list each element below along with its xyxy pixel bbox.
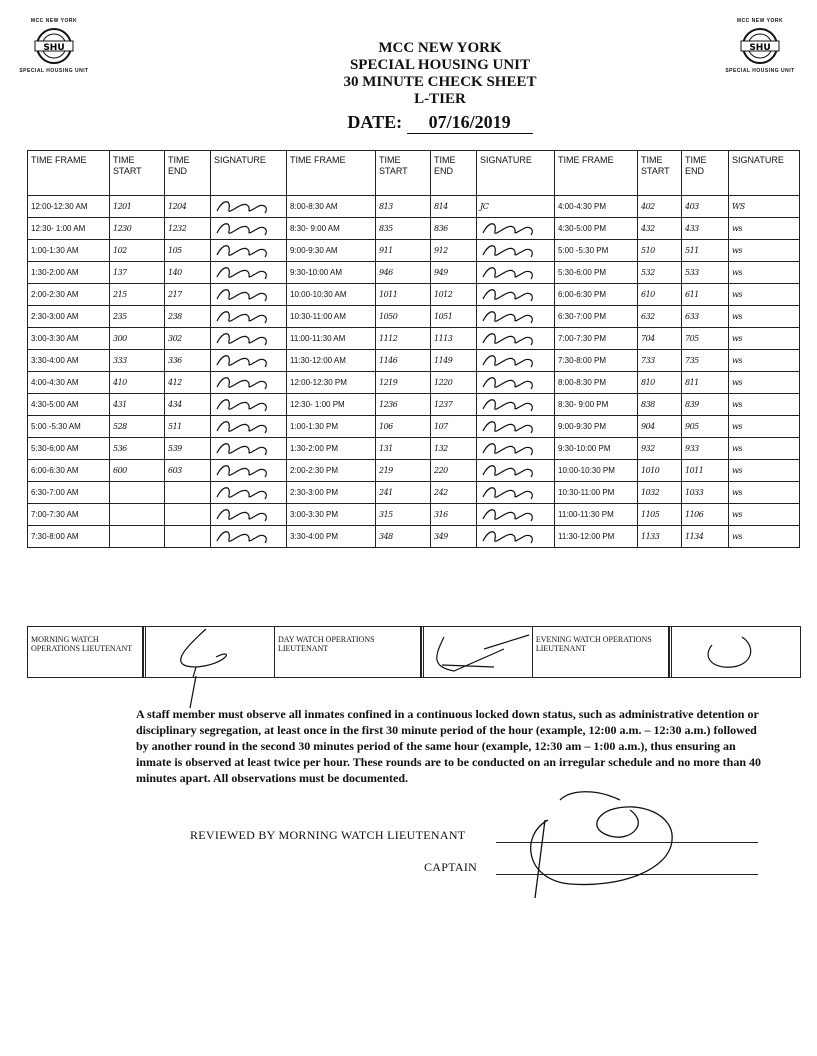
time-frame-cell: 8:30- 9:00 AM [287, 218, 376, 240]
initials-scribble [479, 285, 539, 305]
time-end-cell[interactable]: 316 [431, 504, 477, 526]
time-frame-cell: 5:00 -5:30 PM [555, 240, 638, 262]
logo-bottom-text: SPECIAL HOUSING UNIT [725, 68, 795, 74]
time-frame-cell: 8:00-8:30 AM [287, 196, 376, 218]
signature-cell[interactable]: ws [729, 240, 800, 262]
time-end-cell[interactable]: 836 [431, 218, 477, 240]
time-start-cell[interactable]: 835 [376, 218, 431, 240]
time-start-cell[interactable] [110, 504, 165, 526]
time-start-cell[interactable]: 1032 [638, 482, 682, 504]
time-frame-cell: 4:30-5:00 AM [28, 394, 110, 416]
time-end-cell[interactable]: 105 [165, 240, 211, 262]
signature-scribble [146, 627, 274, 677]
time-end-cell[interactable]: 1012 [431, 284, 477, 306]
signature-cell[interactable] [211, 438, 287, 460]
signature-cell[interactable] [477, 438, 555, 460]
time-frame-cell: 5:30-6:00 AM [28, 438, 110, 460]
signature-cell[interactable]: ws [729, 416, 800, 438]
time-start-cell[interactable]: 610 [638, 284, 682, 306]
time-start-cell[interactable]: 1133 [638, 526, 682, 548]
signature-cell[interactable]: ws [729, 460, 800, 482]
time-end-cell[interactable]: 302 [165, 328, 211, 350]
signature-cell[interactable]: ws [729, 262, 800, 284]
time-frame-cell: 4:00-4:30 PM [555, 196, 638, 218]
time-start-cell[interactable]: 102 [110, 240, 165, 262]
date-value: 07/16/2019 [407, 112, 533, 134]
time-frame-cell: 8:00-8:30 PM [555, 372, 638, 394]
initials-scribble [213, 373, 273, 393]
date-label: DATE: [347, 112, 403, 132]
time-frame-cell: 6:30-7:00 AM [28, 482, 110, 504]
time-start-cell[interactable]: 215 [110, 284, 165, 306]
col-time-end: TIME END [431, 151, 477, 196]
time-frame-cell: 8:30- 9:00 PM [555, 394, 638, 416]
time-frame-cell: 5:00 -5:30 AM [28, 416, 110, 438]
table-row [28, 240, 800, 262]
shu-logo-left [6, 18, 102, 74]
table-row [28, 262, 800, 284]
time-start-cell[interactable]: 106 [376, 416, 431, 438]
time-frame-cell: 2:00-2:30 AM [28, 284, 110, 306]
time-frame-cell: 1:00-1:30 PM [287, 416, 376, 438]
initials-scribble [479, 417, 539, 437]
time-end-cell[interactable]: 107 [431, 416, 477, 438]
time-end-cell[interactable]: 434 [165, 394, 211, 416]
initials-scribble [479, 439, 539, 459]
initials-scribble [213, 351, 273, 371]
col-time-end: TIME END [165, 151, 211, 196]
time-end-cell[interactable]: 1149 [431, 350, 477, 372]
time-start-cell[interactable]: 932 [638, 438, 682, 460]
time-end-cell[interactable]: 814 [431, 196, 477, 218]
time-end-cell[interactable]: 1237 [431, 394, 477, 416]
initials-scribble [213, 285, 273, 305]
time-end-cell[interactable]: 839 [682, 394, 729, 416]
time-end-cell[interactable] [165, 504, 211, 526]
initials-scribble [213, 307, 273, 327]
table-row [28, 394, 800, 416]
shu-logo-right [712, 18, 808, 74]
time-frame-cell: 6:30-7:00 PM [555, 306, 638, 328]
table-row [28, 416, 800, 438]
time-start-cell[interactable]: 532 [638, 262, 682, 284]
time-end-cell[interactable] [165, 482, 211, 504]
time-end-cell[interactable]: 511 [165, 416, 211, 438]
signature-scribble [672, 627, 800, 677]
time-start-cell[interactable]: 904 [638, 416, 682, 438]
signature-cell[interactable]: JC [477, 196, 555, 218]
signature-cell[interactable] [211, 416, 287, 438]
initials-scribble [479, 263, 539, 283]
time-end-cell[interactable]: 949 [431, 262, 477, 284]
signature-cell[interactable] [477, 218, 555, 240]
lieutenant-signoff [27, 626, 801, 678]
day-lt-signature[interactable] [421, 627, 533, 677]
signature-cell[interactable] [211, 350, 287, 372]
time-frame-cell: 11:00-11:30 PM [555, 504, 638, 526]
time-frame-cell: 7:30-8:00 PM [555, 350, 638, 372]
initials-scribble [213, 417, 273, 437]
badge-label: SHU [43, 43, 65, 53]
header-sheet-title: 30 MINUTE CHECK SHEET [343, 74, 537, 90]
table-row [28, 482, 800, 504]
time-frame-cell: 2:30-3:00 AM [28, 306, 110, 328]
signature-scribble [424, 627, 532, 677]
captain-label: CAPTAIN [424, 860, 478, 874]
table-row [28, 504, 800, 526]
time-start-cell[interactable]: 1146 [376, 350, 431, 372]
time-start-cell[interactable]: 333 [110, 350, 165, 372]
time-frame-cell: 4:30-5:00 PM [555, 218, 638, 240]
initials-scribble [213, 263, 273, 283]
initials-scribble [213, 329, 273, 349]
reviewed-by-label: REVIEWED BY MORNING WATCH LIEUTENANT [190, 828, 466, 842]
col-time-start: TIME START [376, 151, 431, 196]
time-frame-cell: 12:30- 1:00 PM [287, 394, 376, 416]
time-frame-cell: 1:30-2:00 PM [287, 438, 376, 460]
signature-cell[interactable] [211, 306, 287, 328]
time-end-cell[interactable]: 1011 [682, 460, 729, 482]
time-end-cell[interactable]: 1051 [431, 306, 477, 328]
logo-top-text: MCC NEW YORK [30, 18, 78, 24]
time-start-cell[interactable]: 1201 [110, 196, 165, 218]
signature-cell[interactable] [477, 460, 555, 482]
initials-scribble [213, 241, 273, 261]
col-signature: SIGNATURE [729, 151, 800, 196]
time-end-cell[interactable]: 242 [431, 482, 477, 504]
time-start-cell[interactable]: 432 [638, 218, 682, 240]
col-time-frame: TIME FRAME [555, 151, 638, 196]
time-end-cell[interactable]: 611 [682, 284, 729, 306]
time-start-cell[interactable]: 402 [638, 196, 682, 218]
signature-cell[interactable] [211, 482, 287, 504]
signature-cell[interactable] [477, 372, 555, 394]
time-start-cell[interactable]: 431 [110, 394, 165, 416]
header-facility: MCC NEW YORK [378, 40, 502, 56]
time-start-cell[interactable]: 1230 [110, 218, 165, 240]
time-start-cell[interactable]: 810 [638, 372, 682, 394]
table-row [28, 460, 800, 482]
time-frame-cell: 2:00-2:30 PM [287, 460, 376, 482]
time-start-cell[interactable]: 1236 [376, 394, 431, 416]
initials-scribble [479, 219, 539, 239]
col-time-frame: TIME FRAME [287, 151, 376, 196]
time-frame-cell: 10:30-11:00 PM [555, 482, 638, 504]
time-end-cell[interactable]: 1220 [431, 372, 477, 394]
time-frame-cell: 10:30-11:00 AM [287, 306, 376, 328]
time-frame-cell: 9:30-10:00 AM [287, 262, 376, 284]
time-start-cell[interactable]: 946 [376, 262, 431, 284]
header-tier: L-TIER [414, 91, 466, 107]
signature-cell[interactable] [477, 306, 555, 328]
signature-cell[interactable]: ws [729, 328, 800, 350]
time-start-cell[interactable]: 704 [638, 328, 682, 350]
signature-cell[interactable] [477, 482, 555, 504]
col-signature: SIGNATURE [477, 151, 555, 196]
initials-scribble [479, 373, 539, 393]
time-frame-cell: 3:30-4:00 AM [28, 350, 110, 372]
time-start-cell[interactable]: 235 [110, 306, 165, 328]
time-frame-cell: 7:00-7:30 PM [555, 328, 638, 350]
time-end-cell[interactable]: 403 [682, 196, 729, 218]
time-start-cell[interactable]: 300 [110, 328, 165, 350]
signature-cell[interactable] [211, 262, 287, 284]
time-end-cell[interactable]: 433 [682, 218, 729, 240]
day-lt-label-cell [275, 627, 421, 677]
time-frame-cell: 4:00-4:30 AM [28, 372, 110, 394]
time-frame-cell: 7:00-7:30 AM [28, 504, 110, 526]
signature-cell[interactable]: ws [729, 394, 800, 416]
time-end-cell[interactable]: 705 [682, 328, 729, 350]
signature-cell[interactable] [211, 240, 287, 262]
signature-cell[interactable]: ws [729, 306, 800, 328]
time-frame-cell: 9:00-9:30 PM [555, 416, 638, 438]
time-frame-cell: 10:00-10:30 AM [287, 284, 376, 306]
badge-label: SHU [749, 43, 771, 53]
initials-scribble [479, 461, 539, 481]
logo-top-text: MCC NEW YORK [736, 18, 784, 24]
time-start-cell[interactable]: 1112 [376, 328, 431, 350]
signature-cell[interactable] [211, 218, 287, 240]
time-start-cell[interactable]: 838 [638, 394, 682, 416]
evening-lt-label: EVENING WATCH OPERATIONS LIEUTENANT [535, 635, 652, 653]
time-end-cell[interactable]: 633 [682, 306, 729, 328]
signature-cell[interactable] [211, 372, 287, 394]
morning-lt-label-cell [28, 627, 143, 677]
time-start-cell[interactable]: 733 [638, 350, 682, 372]
time-start-cell[interactable]: 1219 [376, 372, 431, 394]
time-end-cell[interactable]: 735 [682, 350, 729, 372]
initials-scribble [479, 505, 539, 525]
time-start-cell[interactable]: 410 [110, 372, 165, 394]
initials-scribble [213, 439, 273, 459]
time-end-cell[interactable]: 603 [165, 460, 211, 482]
page-header [240, 40, 640, 134]
time-frame-cell: 3:00-3:30 PM [287, 504, 376, 526]
time-end-cell[interactable]: 1204 [165, 196, 211, 218]
time-start-cell[interactable] [110, 526, 165, 548]
initials-scribble [213, 395, 273, 415]
signature-cell[interactable] [477, 504, 555, 526]
signature-cell[interactable] [211, 394, 287, 416]
signature-cell[interactable] [477, 350, 555, 372]
time-start-cell[interactable]: 1050 [376, 306, 431, 328]
time-frame-cell: 12:00-12:30 AM [28, 196, 110, 218]
time-frame-cell: 12:30- 1:00 AM [28, 218, 110, 240]
table-row [28, 196, 800, 218]
check-table [27, 150, 800, 548]
time-end-cell[interactable]: 349 [431, 526, 477, 548]
time-start-cell[interactable]: 219 [376, 460, 431, 482]
signature-cell[interactable] [477, 328, 555, 350]
time-frame-cell: 12:00-12:30 PM [287, 372, 376, 394]
shu-badge-icon [31, 26, 77, 66]
morning-lt-signature[interactable] [143, 627, 275, 677]
time-frame-cell: 6:00-6:30 AM [28, 460, 110, 482]
time-start-cell[interactable]: 137 [110, 262, 165, 284]
table-row [28, 328, 800, 350]
signature-cell[interactable] [211, 196, 287, 218]
time-start-cell[interactable]: 1105 [638, 504, 682, 526]
time-frame-cell: 6:00-6:30 PM [555, 284, 638, 306]
initials-scribble [213, 527, 273, 547]
time-frame-cell: 11:30-12:00 AM [287, 350, 376, 372]
time-end-cell[interactable]: 1033 [682, 482, 729, 504]
signature-cell[interactable]: ws [729, 482, 800, 504]
time-frame-cell: 10:00-10:30 PM [555, 460, 638, 482]
col-signature: SIGNATURE [211, 151, 287, 196]
col-time-start: TIME START [110, 151, 165, 196]
signature-cell[interactable]: ws [729, 504, 800, 526]
time-frame-cell: 1:00-1:30 AM [28, 240, 110, 262]
table-row [28, 526, 800, 548]
time-end-cell[interactable]: 336 [165, 350, 211, 372]
time-start-cell[interactable]: 1010 [638, 460, 682, 482]
time-end-cell[interactable]: 511 [682, 240, 729, 262]
signature-cell[interactable]: ws [729, 284, 800, 306]
initials-scribble [213, 219, 273, 239]
table-row [28, 284, 800, 306]
time-end-cell[interactable]: 132 [431, 438, 477, 460]
initials-scribble [213, 197, 273, 217]
time-start-cell[interactable]: 600 [110, 460, 165, 482]
time-end-cell[interactable]: 140 [165, 262, 211, 284]
time-end-cell[interactable]: 1113 [431, 328, 477, 350]
initials-scribble [213, 483, 273, 503]
col-time-frame: TIME FRAME [28, 151, 110, 196]
signature-cell[interactable] [477, 240, 555, 262]
signature-cell[interactable] [211, 526, 287, 548]
signature-cell[interactable]: ws [729, 438, 800, 460]
initials-scribble [479, 395, 539, 415]
time-frame-cell: 5:30-6:00 PM [555, 262, 638, 284]
morning-lt-label: MORNING WATCH OPERATIONS LIEUTENANT [31, 635, 133, 653]
time-start-cell[interactable]: 241 [376, 482, 431, 504]
signature-cell[interactable] [477, 262, 555, 284]
time-start-cell[interactable]: 528 [110, 416, 165, 438]
time-end-cell[interactable]: 217 [165, 284, 211, 306]
initials-scribble [479, 351, 539, 371]
time-end-cell[interactable]: 933 [682, 438, 729, 460]
initials-scribble [479, 527, 539, 547]
table-row [28, 372, 800, 394]
time-end-cell[interactable]: 539 [165, 438, 211, 460]
time-end-cell[interactable]: 905 [682, 416, 729, 438]
time-end-cell[interactable]: 533 [682, 262, 729, 284]
logo-bottom-text: SPECIAL HOUSING UNIT [19, 68, 89, 74]
time-end-cell[interactable]: 912 [431, 240, 477, 262]
time-frame-cell: 9:30-10:00 PM [555, 438, 638, 460]
policy-text: A staff member must observe all inmates confined in a continuous locked down status, such as administrative detention or disciplinary segregation, at least once in the first 30 minute period of the hour (example, 12:00 a.m. – 12:30 a.m.) followed by another round in the second 30 minutes period of the same hour (example, 12:30 am – 1:00 a.m.), thus ensuring an inmate is observed at least twice per hour. These rounds are to be conducted on an irregular schedule and no more than 40 minutes apart. All observations must be documented. [136, 707, 762, 785]
time-end-cell[interactable]: 238 [165, 306, 211, 328]
signature-cell[interactable]: ws [729, 372, 800, 394]
reviewer-signature [500, 780, 700, 900]
time-end-cell[interactable]: 1106 [682, 504, 729, 526]
time-frame-cell: 11:30-12:00 PM [555, 526, 638, 548]
evening-lt-label-cell [533, 627, 669, 677]
time-end-cell[interactable]: 1232 [165, 218, 211, 240]
initials-scribble [479, 483, 539, 503]
signature-cell[interactable] [477, 284, 555, 306]
signature-cell[interactable] [211, 460, 287, 482]
signature-cell[interactable]: ws [729, 526, 800, 548]
evening-lt-signature[interactable] [669, 627, 800, 677]
time-start-cell[interactable]: 632 [638, 306, 682, 328]
time-end-cell[interactable]: 220 [431, 460, 477, 482]
time-frame-cell: 7:30-8:00 AM [28, 526, 110, 548]
time-frame-cell: 3:30-4:00 PM [287, 526, 376, 548]
signature-cell[interactable]: WS [729, 196, 800, 218]
time-frame-cell: 3:00-3:30 AM [28, 328, 110, 350]
col-time-start: TIME START [638, 151, 682, 196]
table-row [28, 438, 800, 460]
time-end-cell[interactable] [165, 526, 211, 548]
time-end-cell[interactable]: 412 [165, 372, 211, 394]
time-frame-cell: 9:00-9:30 AM [287, 240, 376, 262]
time-start-cell[interactable]: 348 [376, 526, 431, 548]
time-end-cell[interactable]: 811 [682, 372, 729, 394]
signature-cell[interactable] [211, 328, 287, 350]
time-start-cell[interactable]: 536 [110, 438, 165, 460]
shu-badge-icon [737, 26, 783, 66]
col-time-end: TIME END [682, 151, 729, 196]
time-frame-cell: 11:00-11:30 AM [287, 328, 376, 350]
signature-cell[interactable] [477, 416, 555, 438]
initials-scribble [213, 461, 273, 481]
header-row [28, 151, 800, 196]
signature-cell[interactable] [211, 504, 287, 526]
time-start-cell[interactable]: 131 [376, 438, 431, 460]
table-row [28, 306, 800, 328]
time-start-cell[interactable]: 1011 [376, 284, 431, 306]
initials-scribble [479, 307, 539, 327]
time-start-cell[interactable]: 510 [638, 240, 682, 262]
time-end-cell[interactable]: 1134 [682, 526, 729, 548]
signature-cell[interactable]: ws [729, 350, 800, 372]
signature-tail [180, 676, 220, 710]
time-frame-cell: 2:30-3:00 PM [287, 482, 376, 504]
signature-cell[interactable]: ws [729, 218, 800, 240]
signature-cell[interactable] [211, 284, 287, 306]
initials-scribble [213, 505, 273, 525]
time-start-cell[interactable] [110, 482, 165, 504]
signature-cell[interactable] [477, 526, 555, 548]
header-unit: SPECIAL HOUSING UNIT [349, 57, 531, 73]
table-row [28, 350, 800, 372]
day-lt-label: DAY WATCH OPERATIONS LIEUTENANT [277, 635, 375, 653]
time-start-cell[interactable]: 813 [376, 196, 431, 218]
initials-scribble [479, 241, 539, 261]
time-start-cell[interactable]: 315 [376, 504, 431, 526]
date-row [240, 112, 640, 134]
signature-cell[interactable] [477, 394, 555, 416]
initials-scribble [479, 329, 539, 349]
time-frame-cell: 1:30-2:00 AM [28, 262, 110, 284]
table-row [28, 218, 800, 240]
time-start-cell[interactable]: 911 [376, 240, 431, 262]
